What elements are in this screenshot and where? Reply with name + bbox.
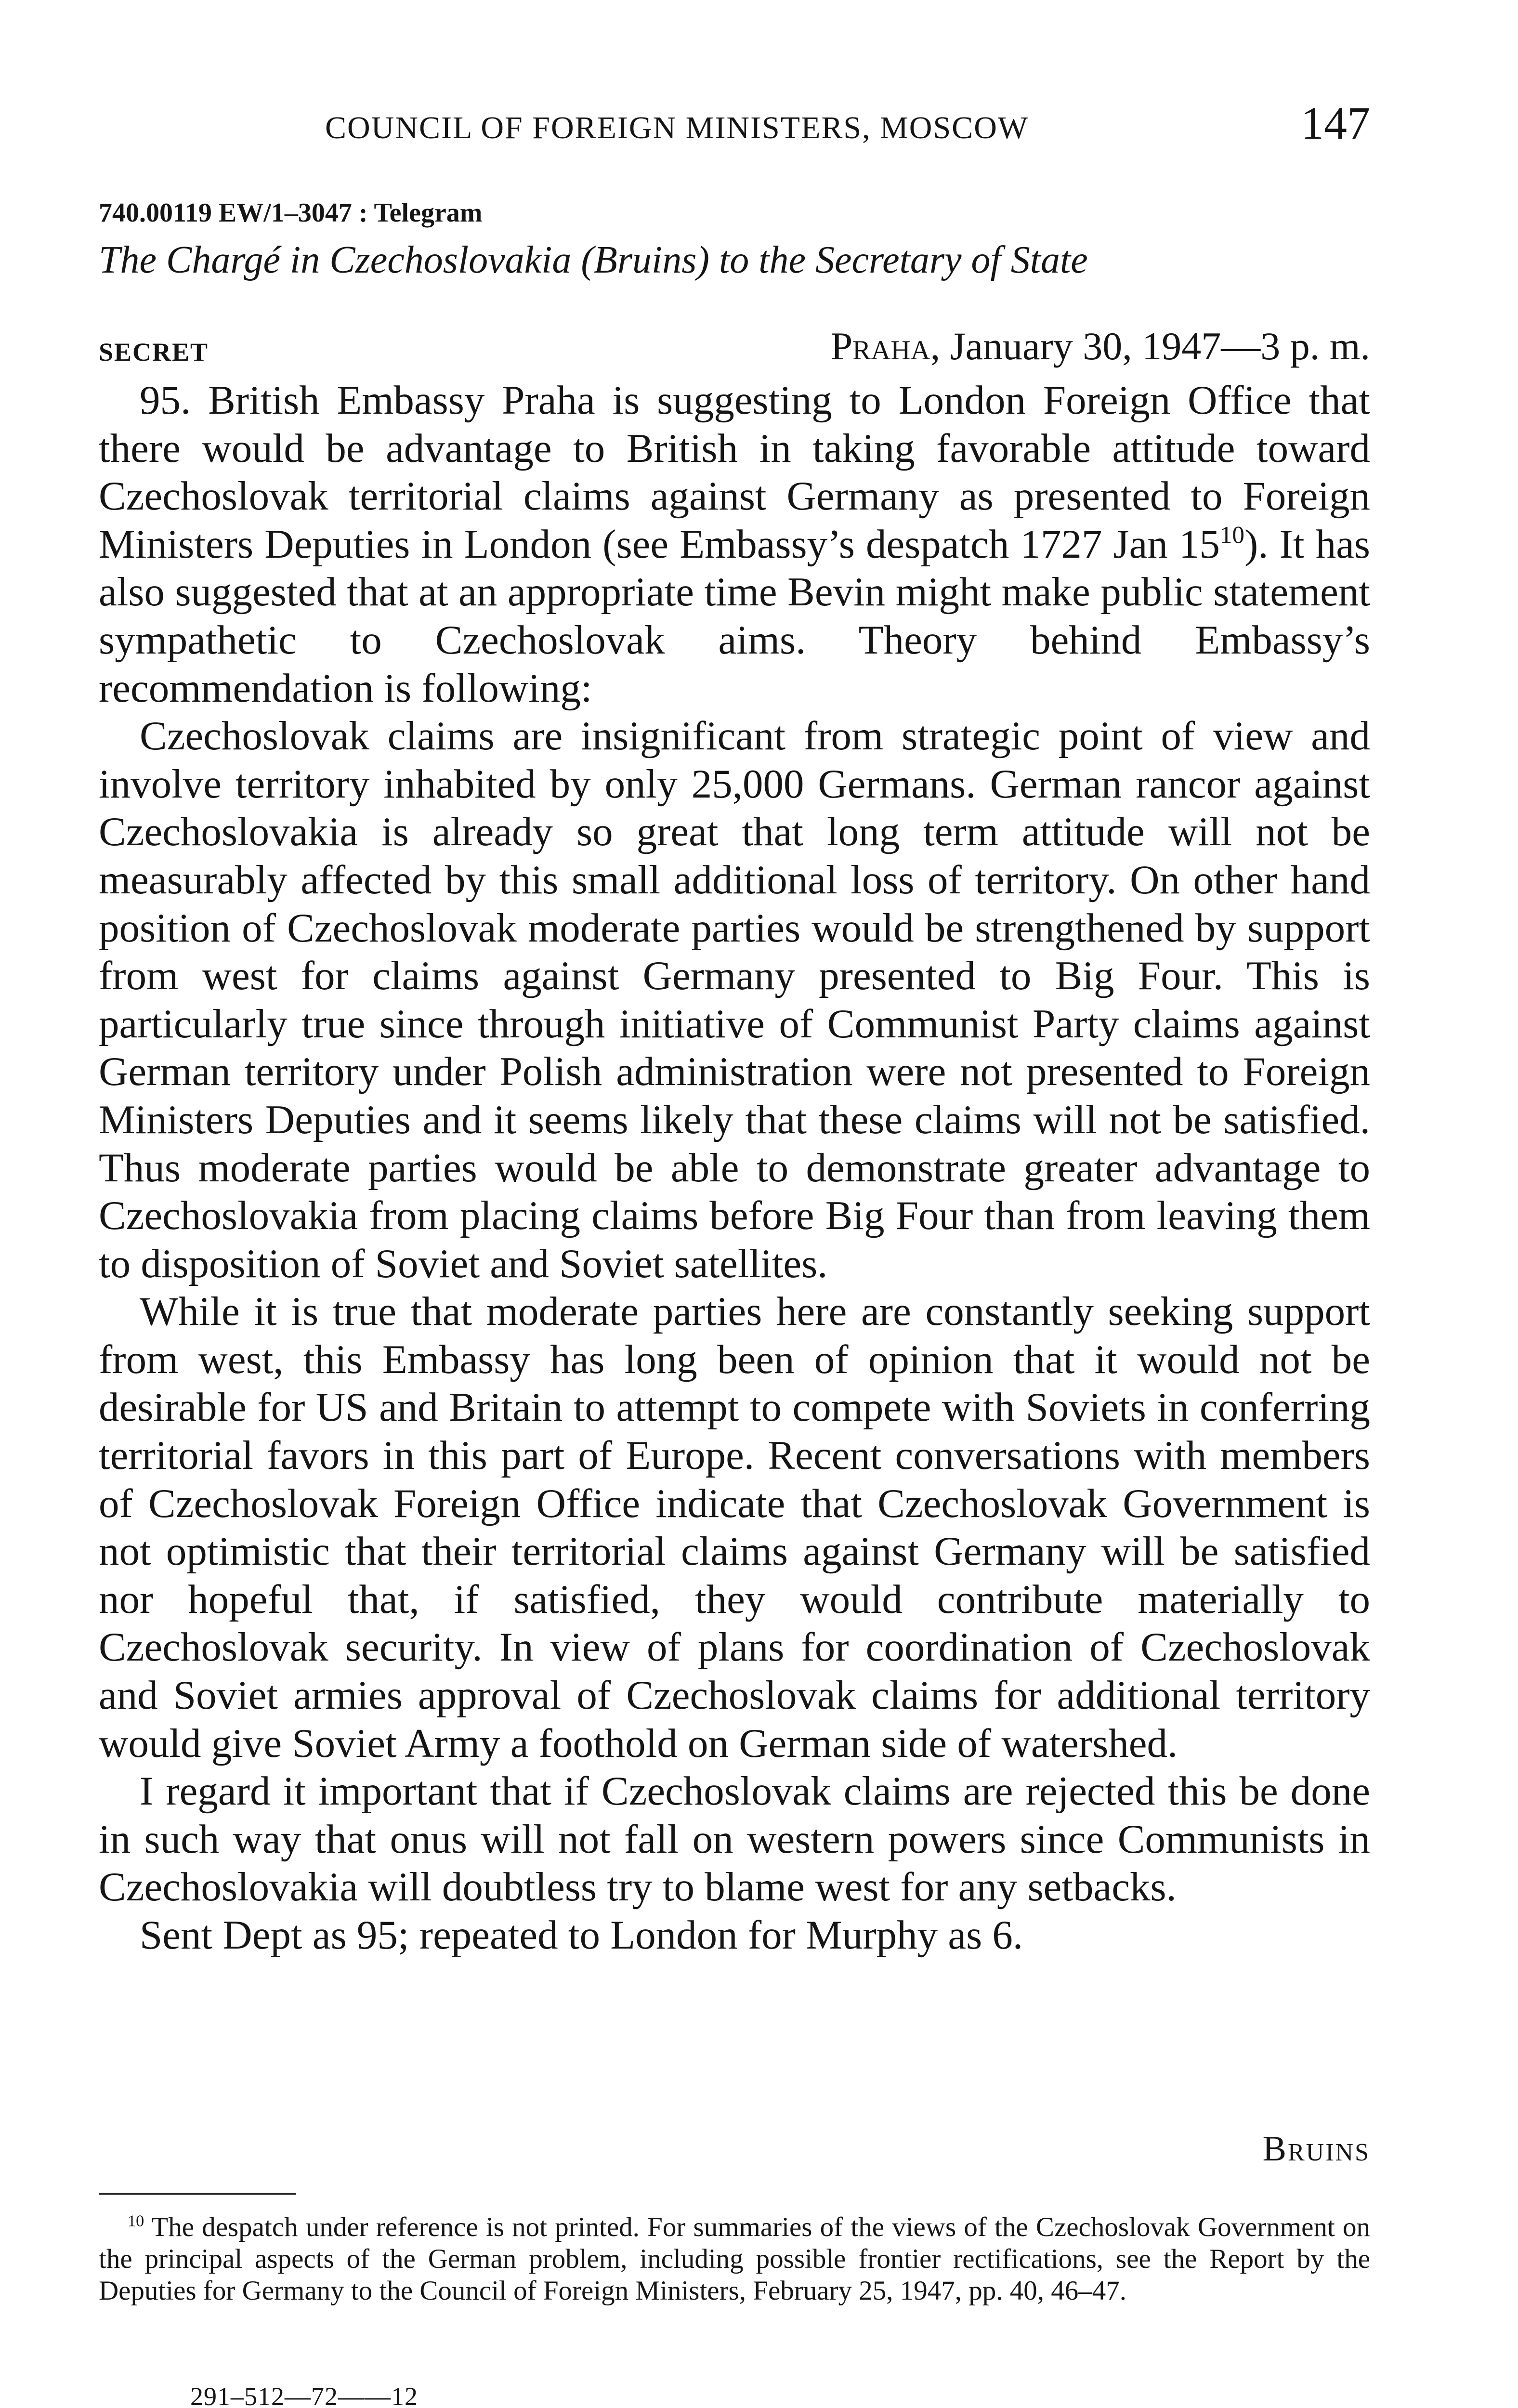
- dateline-place: Praha: [830, 324, 930, 368]
- dateline-date: , January 30, 1947—3 p. m.: [930, 324, 1370, 368]
- footnote-reference: 10: [1219, 522, 1244, 549]
- footnote-divider: [99, 2193, 296, 2195]
- print-code: 291–512—72——12: [190, 2382, 418, 2408]
- footnote-text: The despatch under reference is not printed. For summaries of the views of the Czechoslovak Government on the principal aspects of the German problem, including possible frontier rectifications, see the Report by the Deputies for Germany to the Council of Foreign Ministers, February 25, 1947, pp. 40, 46–47.: [99, 2212, 1370, 2306]
- running-header: [99, 96, 1370, 154]
- file-reference: 740.00119 EW/1–3047 : Telegram: [99, 198, 483, 228]
- paragraph-3: While it is true that moderate parties here are constantly seeking support from west, this Embassy has long been of opinion that it would not be desirable for US and Britain to attempt to compete with Soviets in conferring territorial favors in this part of Europe. Recent conversations with members of Czechoslovak Foreign Office indicate that Czechoslovak Government is not optimistic that their territorial claims against Germany will be satisfied nor hopeful that, if satisfied, they would contribute materially to Czechoslovak security. In view of plans for coordination of Czechoslovak and Soviet armies approval of Czechoslovak claims for additional territory would give Soviet Army a foothold on German side of watershed.: [99, 1289, 1370, 1766]
- telegram-body: [99, 377, 1370, 1960]
- footnote: [99, 2212, 1370, 2307]
- dateline: [831, 324, 1370, 369]
- paragraph-4: I regard it important that if Czechoslovak claims are rejected this be done in such way that onus will not fall on western powers since Communists in Czechoslovakia will doubtless try to blame west for any setbacks.: [99, 1768, 1370, 1910]
- signature: Bruins: [1262, 2129, 1370, 2169]
- paragraph-2: Czechoslovak claims are insignificant from strategic point of view and involve territory inhabited by only 25,000 Germans. German rancor against Czechoslovakia is already so great that long term attitude will not be measurably affected by this small additional loss of territory. On other hand position of Czechoslovak moderate parties would be strengthened by support from west for claims against Germany presented to Big Four. This is particularly true since through initiative of Communist Party claims against German territory under Polish administration were not presented to Foreign Ministers Deputies and it seems likely that these claims will not be satisfied. Thus moderate parties would be able to demonstrate greater advantage to Czechoslovakia from placing claims before Big Four than from leaving them to disposition of Soviet and Soviet satellites.: [99, 713, 1370, 1286]
- footnote-marker: 10: [128, 2212, 144, 2230]
- paragraph-5: Sent Dept as 95; repeated to London for Murphy as 6.: [140, 1912, 1023, 1958]
- running-title: COUNCIL OF FOREIGN MINISTERS, MOSCOW: [325, 110, 1029, 145]
- paragraph-1: [99, 377, 1370, 712]
- paragraph-1-text-a: 95. British Embassy Praha is suggesting to London Foreign Office that there would be advantage to British in taking favorable attitude toward Czechoslovak territorial claims against Germany as presented to Foreign Ministers Deputies in London (see Embassy’s despatch 1727 Jan 15: [99, 378, 1370, 567]
- document-heading: The Chargé in Czechoslovakia (Bruins) to the Secretary of State: [99, 239, 1088, 281]
- classification-label: SECRET: [99, 338, 209, 366]
- paragraph-1-text-b: ). It has also suggested that at an appropriate time Bevin might make public statement sympathetic to Czechoslovak aims. Theory behind Embassy’s recommendation is following:: [99, 521, 1370, 711]
- page-number: 147: [1301, 97, 1370, 149]
